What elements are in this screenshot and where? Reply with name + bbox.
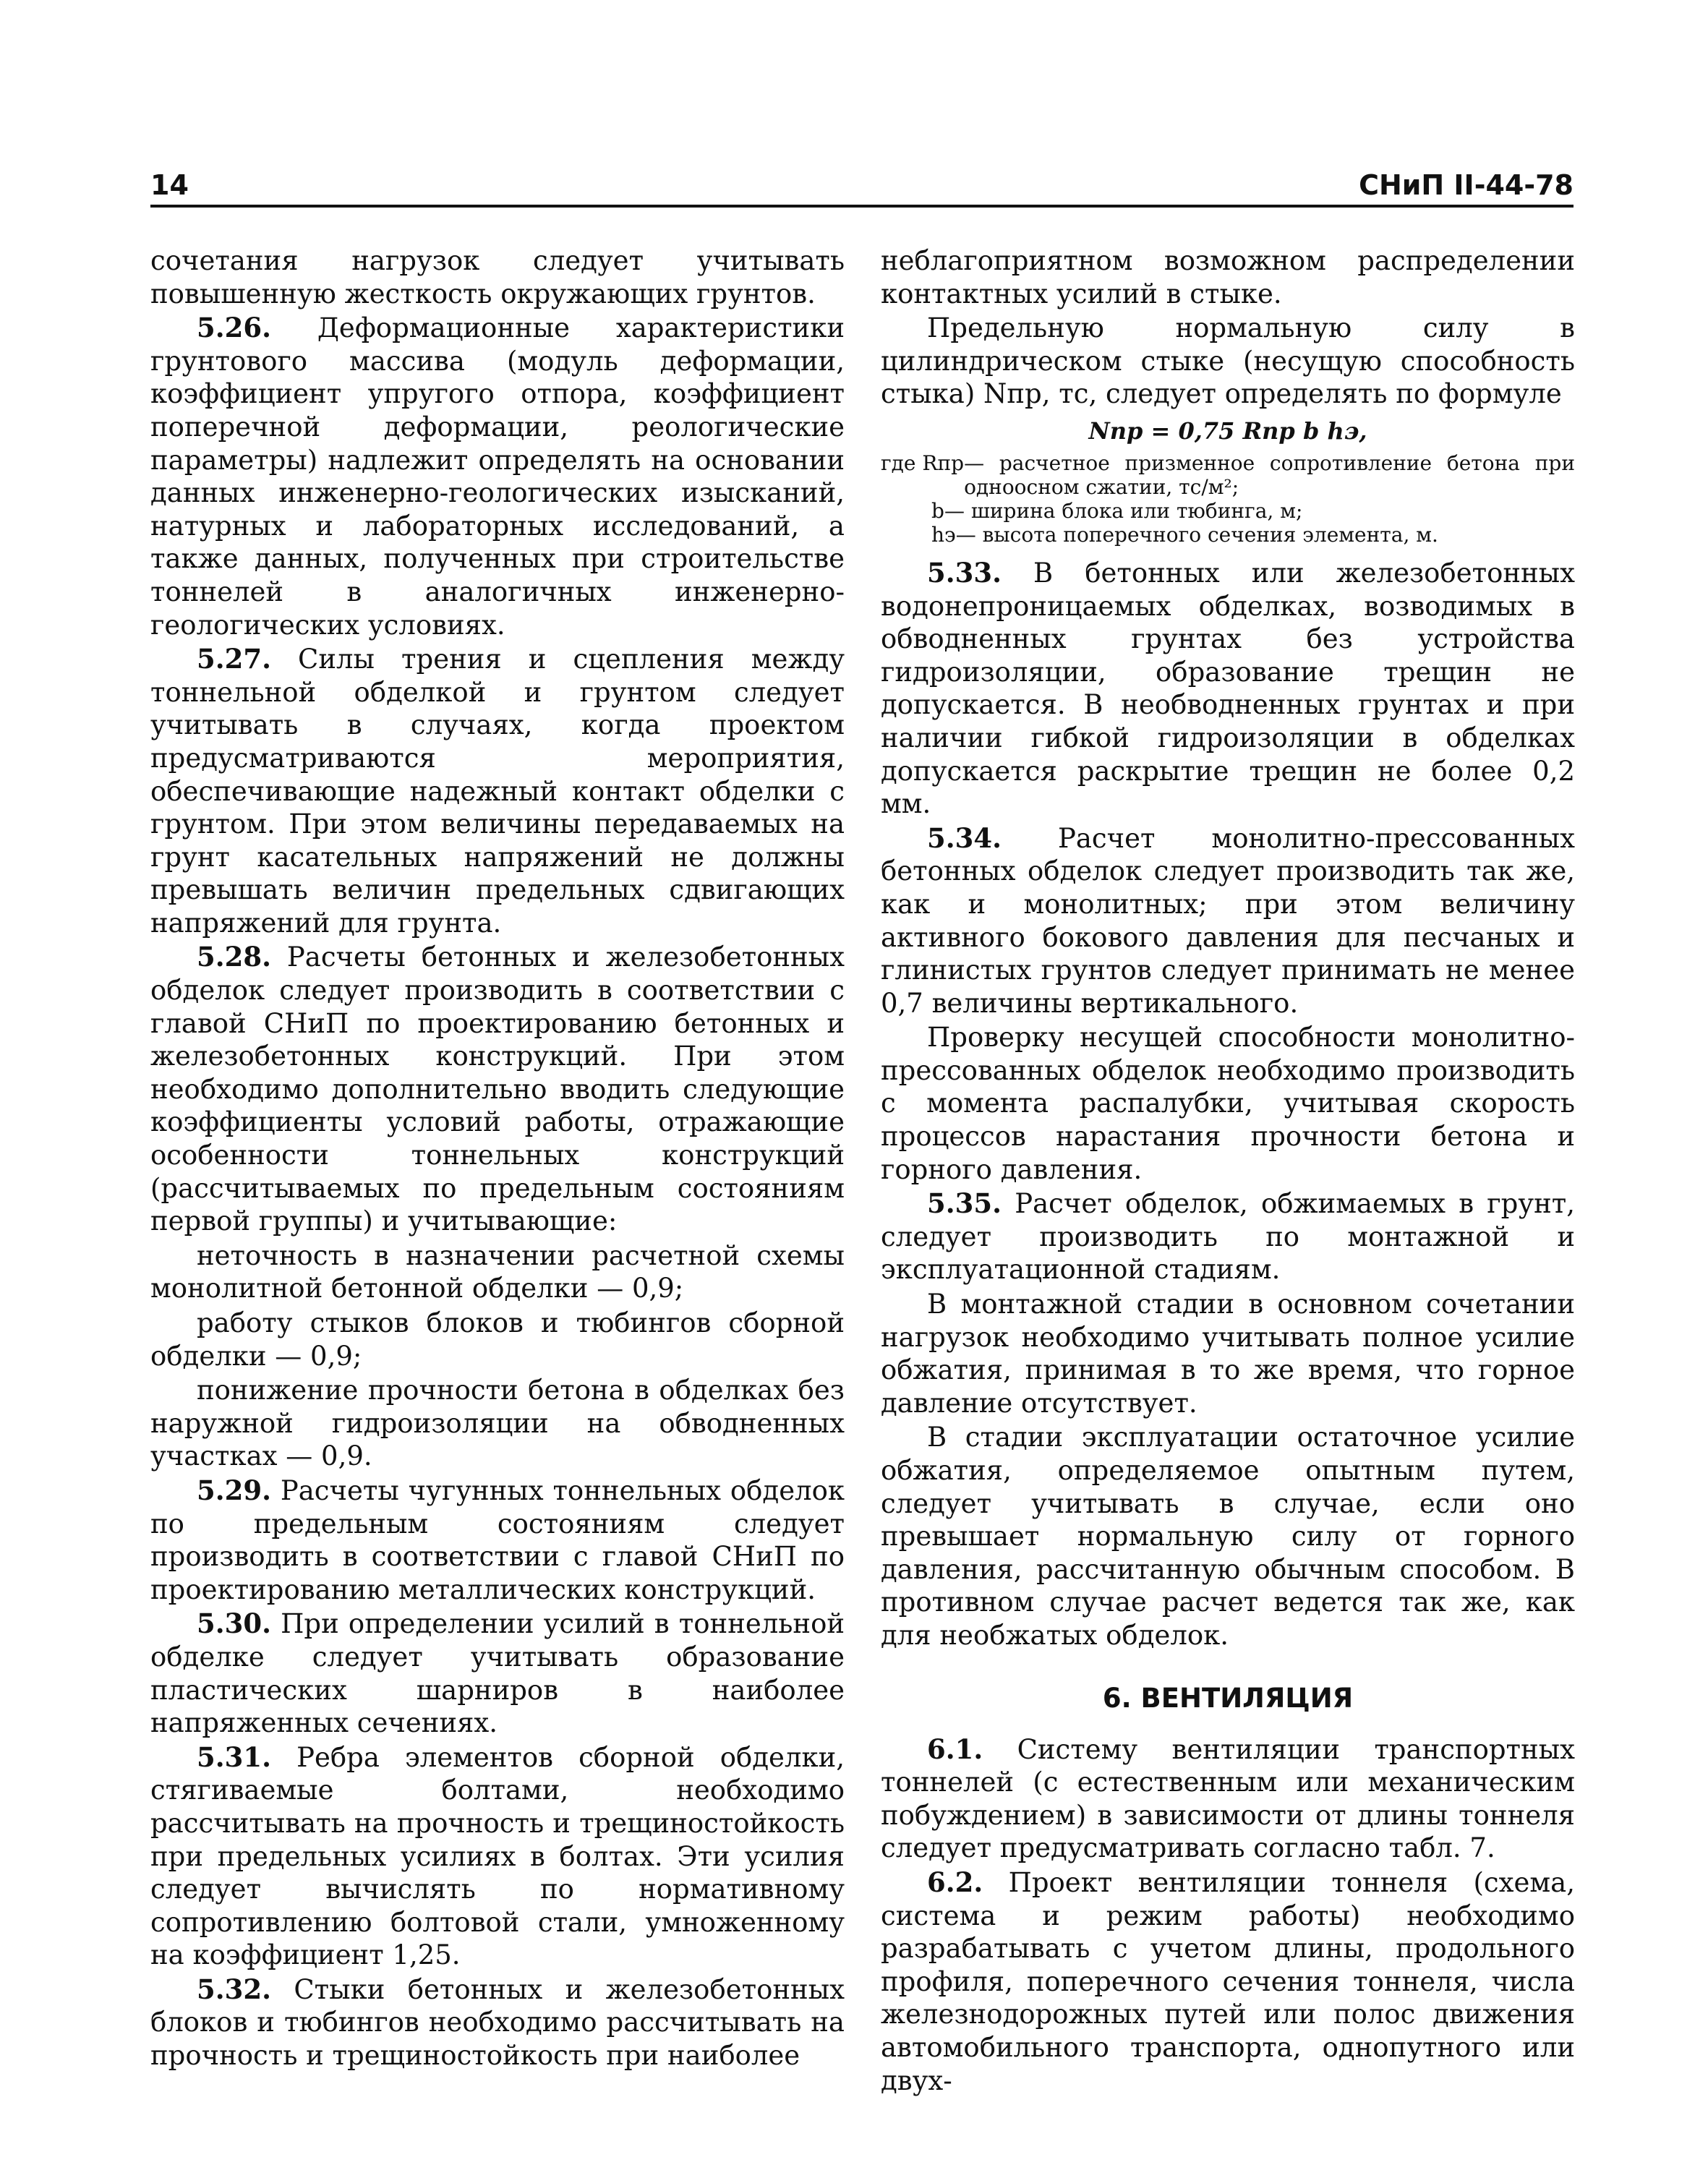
clause-text: Расчеты чугунных тоннельных обделок по предельным состояниям следует производить в соответствии с главой СНиП по проектированию металлических конструкций. — [150, 1474, 845, 1605]
legend-text: — ширина блока или тюбинга, м; — [944, 498, 1303, 523]
clause-number: 6.1. — [927, 1733, 983, 1765]
paragraph-formula-intro: Предельную нормальную силу в цилиндрическом стыке (несущую способность стыка) Nпр, тс, следует определять по формуле — [881, 312, 1575, 410]
clause-text: При определении усилий в тоннельной обделке следует учитывать образование пластических шарниров в наиболее напряженных сечениях. — [150, 1608, 845, 1739]
clause-text: Силы трения и сцепления между тоннельной обделкой и грунтом следует учитывать в случаях, когда проектом предусматриваются мероприятия, обеспечивающие надежный контакт обделки с грунтом. При этом величины передаваемых на грунт касательных напряжений не должны превышать величин предельных сдвигающих напряжений для грунта. — [150, 644, 845, 939]
paragraph-6-2 — [881, 1866, 1575, 2097]
paragraph-5-31 — [150, 1741, 845, 1972]
clause-number: 6.2. — [927, 1866, 983, 1898]
legend-row-h — [881, 523, 1575, 547]
clause-number: 5.31. — [197, 1741, 271, 1773]
clause-number: 5.34. — [927, 821, 1002, 854]
clause-text: Деформационные характеристики грунтового массива (модуль деформации, коэффициент упругого отпора, коэффициент поперечной деформации, реологические параметры) надлежит определять на основании данных инженерно-геологических изысканий, натурных и лабораторных исследований, а также данных, полученных при строительстве тоннелей в аналогичных инженерно-геологических условиях. — [150, 312, 845, 641]
clause-number: 5.27. — [197, 643, 271, 675]
paragraph-5-29 — [150, 1474, 845, 1606]
section-title: 6. ВЕНТИЛЯЦИЯ — [1102, 1682, 1354, 1714]
clause-text: Стыки бетонных и железобетонных блоков и тюбингов необходимо рассчитывать на прочность и трещиностойкость при наиболее — [150, 1973, 845, 2072]
clause-text: Расчет монолитно-прессованных бетонных обделок следует производить так же, как и монолитных; при этом величину активного бокового давления для песчаных и глинистых грунтов следует принимать не менее 0,7 величины вертикального. — [881, 822, 1575, 1019]
list-item: работу стыков блоков и тюбингов сборной обделки — 0,9; — [150, 1307, 845, 1372]
list-item: понижение прочности бетона в обделках без наружной гидроизоляции на обводненных участках — 0,9. — [150, 1375, 845, 1472]
right-column — [881, 244, 1575, 2098]
clause-number: 5.32. — [197, 1973, 271, 2005]
paragraph-5-26 — [150, 312, 845, 641]
paragraph-5-35-c: В стадии эксплуатации остаточное усилие обжатия, определяемое опытным путем, следует учитывать в случае, если оно превышает нормальную силу от горного давления, рассчитанную обычным способом. В противном случае расчет ведется так же, как для необжатых обделок. — [881, 1422, 1575, 1651]
paragraph-5-27 — [150, 643, 845, 939]
paragraph-continuation: сочетания нагрузок следует учитывать повышенную жесткость окружающих грунтов. — [150, 245, 845, 309]
formula-legend — [881, 451, 1575, 547]
legend-row-b — [881, 499, 1575, 523]
clause-number: 5.26. — [197, 312, 271, 344]
clause-text: Систему вентиляции транспортных тоннелей (с естественным или механическим побуждением) в зависимости от длины тоннеля следует предусматривать согласно табл. 7. — [881, 1733, 1575, 1864]
paragraph-5-33 — [881, 557, 1575, 821]
clause-number: 5.29. — [197, 1474, 271, 1506]
legend-symbol: b — [931, 498, 944, 523]
clause-number: 5.30. — [197, 1607, 271, 1640]
legend-text: — высота поперечного сечения элемента, м. — [955, 522, 1438, 547]
page-number: 14 — [150, 169, 189, 201]
legend-text: — расчетное призменное сопротивление бетона при одноосном сжатии, тс/м²; — [964, 450, 1575, 499]
clause-text: Проект вентиляции тоннеля (схема, система и режим работы) необходимо разрабатывать с учетом длины, продольного профиля, поперечного сечения тоннеля, числа железнодорожных путей или полос движения автомобильного транспорта, однопутного или двух- — [881, 1866, 1575, 2096]
paragraph-continuation: неблагоприятном возможном распределении контактных усилий в стыке. — [881, 245, 1575, 309]
legend-symbol: Rпр — [922, 450, 965, 475]
clause-text: Ребра элементов сборной обделки, стягиваемые болтами, необходимо рассчитывать на прочность и трещиностойкость при предельных усилиях в болтах. Эти усилия следует вычислять по нормативному сопротивлению болтовой стали, умноженному на коэффициент 1,25. — [150, 1741, 845, 1971]
paragraph-5-35-b: В монтажной стадии в основном сочетании нагрузок необходимо учитывать полное усилие обжатия, принимая в то же время, что горное давление отсутствует. — [881, 1289, 1575, 1419]
list-item: неточность в назначении расчетной схемы монолитной бетонной обделки — 0,9; — [150, 1239, 845, 1304]
clause-text: В бетонных или железобетонных водонепроницаемых обделках, возводимых в обводненных грунтах без устройства гидроизоляции, образование трещин не допускается. В необводненных грунтах и при наличии гибкой гидроизоляции в обделках допускается раскрытие трещин не более 0,2 мм. — [881, 557, 1575, 820]
clause-text: Расчеты бетонных и железобетонных обделок следует производить в соответствии с главой СНиП по проектированию бетонных и железобетонных конструкций. При этом необходимо дополнительно вводить следующие коэффициенты условий работы, отражающие особенности тоннельных конструкций (рассчитываемых по предельным состояниям первой группы) и учитывающие: — [150, 941, 845, 1237]
paragraph-5-28 — [150, 941, 845, 1237]
legend-where-label: где — [881, 450, 923, 475]
clause-number: 5.35. — [927, 1187, 1002, 1220]
clause-number: 5.33. — [927, 556, 1002, 589]
paragraph-5-34 — [881, 822, 1575, 1020]
header-rule — [150, 205, 1574, 208]
document-code: СНиП II-44-78 — [1359, 169, 1574, 201]
legend-symbol: hэ — [931, 522, 956, 547]
paragraph-5-32 — [150, 1973, 845, 2072]
clause-text: Расчет обделок, обжимаемых в грунт, следует производить по монтажной и эксплуатационной стадиям. — [881, 1188, 1575, 1286]
left-column — [150, 244, 845, 2074]
paragraph-6-1 — [881, 1733, 1575, 1865]
formula: Nпр = 0,75 Rпр b hэ, — [1088, 417, 1367, 445]
legend-row-r — [881, 451, 1575, 499]
paragraph-5-30 — [150, 1607, 845, 1739]
paragraph-5-34-b: Проверку несущей способности монолитно-прессованных обделок необходимо производить с момента распалубки, учитывая скорость процессов нарастания прочности бетона и горного давления. — [881, 1022, 1575, 1185]
paragraph-5-35 — [881, 1187, 1575, 1286]
clause-number: 5.28. — [197, 941, 271, 973]
